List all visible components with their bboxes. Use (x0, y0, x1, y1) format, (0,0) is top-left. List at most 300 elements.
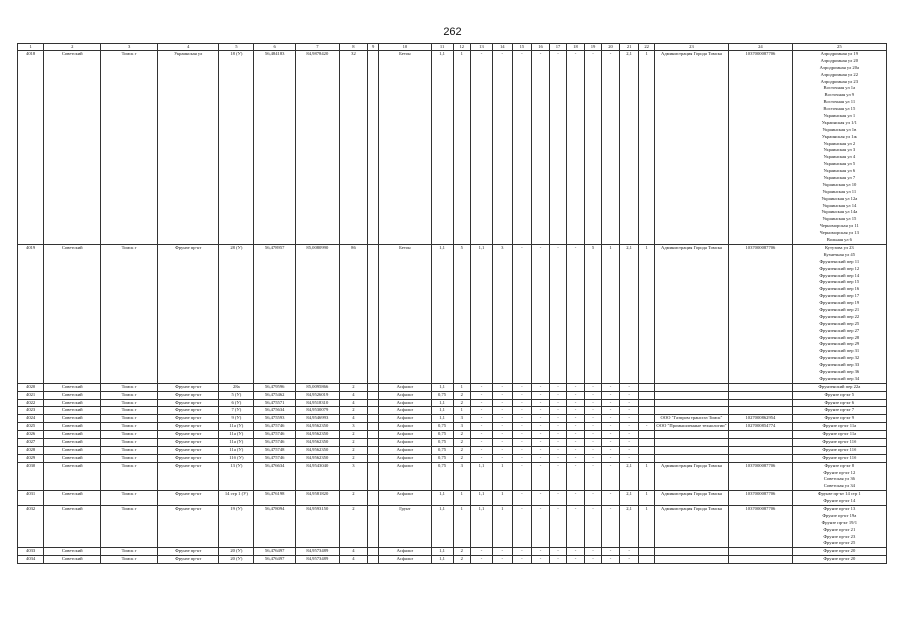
column-header: 16 (532, 44, 550, 51)
table-cell: Фрунзе пр-кт (158, 462, 219, 491)
table-cell: - (602, 454, 620, 462)
table-cell: 2,1 (619, 462, 639, 491)
table-cell: - (549, 391, 567, 399)
table-cell: 4020 (18, 383, 44, 391)
served-addresses-cell (792, 431, 886, 439)
table-cell: - (532, 423, 550, 431)
table-cell: Томск г (101, 423, 158, 431)
served-address: Аэродромная ул 23 (820, 78, 859, 84)
table-cell: - (532, 556, 550, 564)
served-address: Фрунзе пр-кт 14 (823, 498, 856, 504)
table-cell: 56,475748 (254, 446, 296, 454)
table-row (18, 51, 887, 245)
table-cell: - (471, 431, 493, 439)
table-cell: - (567, 415, 585, 423)
table-cell: 1 (492, 506, 512, 548)
served-address: Украинская ул 10 (822, 181, 857, 187)
table-cell: 4026 (18, 431, 44, 439)
table-cell: Томск г (101, 556, 158, 564)
table-cell: 1,1 (431, 399, 453, 407)
table-cell: - (471, 548, 493, 556)
table-cell (729, 391, 792, 399)
table-row (18, 446, 887, 454)
table-cell: - (584, 51, 602, 245)
table-cell: - (512, 431, 532, 439)
served-addresses-cell (792, 438, 886, 446)
table-cell: - (492, 391, 512, 399)
table-cell: - (492, 423, 512, 431)
table-row (18, 556, 887, 564)
table-cell: Фрунзе пр-кт (158, 423, 219, 431)
table-cell: - (549, 383, 567, 391)
table-cell: Асфальт (379, 438, 432, 446)
table-cell: Томск г (101, 383, 158, 391)
table-cell: 3 (339, 423, 367, 431)
table-cell (729, 548, 792, 556)
table-cell: - (532, 399, 550, 407)
table-cell: - (532, 431, 550, 439)
table-cell: 4029 (18, 454, 44, 462)
table-cell: - (567, 423, 585, 431)
table-cell: Томск г (101, 438, 158, 446)
table-cell: 3 (339, 462, 367, 491)
table-cell: 4019 (18, 244, 44, 383)
table-cell: 19 (У) (219, 506, 254, 548)
table-cell: 2 (453, 431, 471, 439)
table-cell: - (471, 51, 493, 245)
table-cell: - (584, 438, 602, 446)
table-cell: - (602, 407, 620, 415)
table-cell: - (602, 391, 620, 399)
table-cell: 4032 (18, 506, 44, 548)
served-address: Фрунзе пр-кт 11б (822, 446, 857, 452)
table-cell (729, 431, 792, 439)
table-cell: 84,9562350 (295, 454, 339, 462)
table-cell: 1 (453, 407, 471, 415)
table-cell: - (602, 431, 620, 439)
table-cell: - (492, 446, 512, 454)
table-cell: 1037000087706 (729, 506, 792, 548)
table-cell: 56,475593 (254, 415, 296, 423)
table-cell: - (567, 431, 585, 439)
table-cell: - (567, 548, 585, 556)
table-cell (654, 556, 728, 564)
table-cell: - (639, 423, 654, 431)
table-cell: 14 стр 1 (У) (219, 491, 254, 506)
table-cell: 4 (339, 399, 367, 407)
table-cell: - (512, 454, 532, 462)
table-cell: - (471, 391, 493, 399)
table-cell: 1 (453, 51, 471, 245)
served-address: Восточная ул 9 (824, 92, 855, 98)
table-cell: 3 (453, 462, 471, 491)
table-cell: 1,1 (431, 506, 453, 548)
table-cell (368, 244, 379, 383)
table-cell: 1,1 (471, 506, 493, 548)
table-cell (654, 399, 728, 407)
served-address: Восточная ул 1а (823, 85, 856, 91)
table-cell: - (584, 407, 602, 415)
served-address: Фрунзе пр-кт 11а (822, 431, 857, 437)
table-cell: 84,9562350 (295, 431, 339, 439)
table-cell: Асфальт (379, 407, 432, 415)
table-cell: 5 (584, 244, 602, 383)
table-cell: - (567, 244, 585, 383)
table-cell: 56,475746 (254, 454, 296, 462)
column-header: 25 (792, 44, 886, 51)
table-cell: 2 (453, 548, 471, 556)
table-cell: 56,484183 (254, 51, 296, 245)
column-header: 22 (639, 44, 654, 51)
table-cell: 2 (339, 491, 367, 506)
table-cell: - (532, 51, 550, 245)
column-header: 23 (654, 44, 728, 51)
table-cell: 9 (У) (219, 415, 254, 423)
served-address: Фрунзе пр-кт 21 (823, 526, 856, 532)
table-cell: - (602, 548, 620, 556)
table-row (18, 244, 887, 383)
table-cell: 5 (453, 244, 471, 383)
table-cell (368, 407, 379, 415)
table-cell: 1,1 (471, 244, 493, 383)
table-cell: - (532, 548, 550, 556)
table-cell: 2 (453, 454, 471, 462)
served-address: Фрунзе пр-кт 20 (823, 556, 856, 562)
served-address: Аэродромная ул 22 (820, 71, 859, 77)
table-cell: - (471, 438, 493, 446)
table-cell: Асфальт (379, 556, 432, 564)
table-row (18, 548, 887, 556)
table-cell: 84,9878420 (295, 51, 339, 245)
served-address: Украинская ул 6 (823, 168, 856, 174)
table-cell: - (584, 556, 602, 564)
table-cell: - (512, 423, 532, 431)
table-cell: Советский (44, 454, 101, 462)
table-cell: Асфальт (379, 415, 432, 423)
table-cell (654, 446, 728, 454)
table-cell: - (512, 548, 532, 556)
table-cell: 56,478094 (254, 506, 296, 548)
table-cell: - (512, 399, 532, 407)
table-cell: - (471, 415, 493, 423)
table-cell: 4 (339, 415, 367, 423)
table-cell: 1,1 (431, 383, 453, 391)
table-cell: 2 (453, 556, 471, 564)
table-cell: 56,479596 (254, 383, 296, 391)
table-row (18, 391, 887, 399)
served-address: Фрунзенский пер 21 (819, 306, 860, 312)
table-cell: Томск г (101, 506, 158, 548)
column-header: 18 (567, 44, 585, 51)
table-cell: - (619, 399, 639, 407)
table-cell: - (549, 556, 567, 564)
table-cell: - (584, 462, 602, 491)
table-cell: 84,9593150 (295, 506, 339, 548)
table-cell: - (471, 383, 493, 391)
served-addresses-cell (792, 407, 886, 415)
table-cell: - (549, 446, 567, 454)
table-cell: - (584, 383, 602, 391)
table-cell: 1 (639, 244, 654, 383)
served-address: Аэродромная ул 20а (819, 64, 860, 70)
table-body (18, 51, 887, 564)
table-cell: Грунт (379, 506, 432, 548)
served-address: Фрунзенский пер 31 (819, 348, 860, 354)
served-address: Черноморская ул 13 (819, 230, 859, 236)
column-header: 14 (492, 44, 512, 51)
table-cell: 84,9581820 (295, 491, 339, 506)
served-address: Украинская ул 12а (821, 195, 858, 201)
table-cell: 0,75 (431, 423, 453, 431)
table-cell: 84,9562350 (295, 446, 339, 454)
table-cell: Асфальт (379, 383, 432, 391)
table-cell: Асфальт (379, 446, 432, 454)
table-cell: 0,75 (431, 446, 453, 454)
table-cell: 1 (639, 462, 654, 491)
table-cell (368, 506, 379, 548)
table-cell: - (512, 506, 532, 548)
table-cell: 56,478957 (254, 244, 296, 383)
table-row (18, 407, 887, 415)
table-cell: 4030 (18, 462, 44, 491)
served-address: Фрунзе пр-кт 25 (823, 540, 856, 546)
table-cell: ООО "Промышленные технологии" (654, 423, 728, 431)
table-cell: Фрунзе пр-кт (158, 431, 219, 439)
table-cell: 86 (339, 244, 367, 383)
table-cell (368, 399, 379, 407)
column-header: 17 (549, 44, 567, 51)
column-header: 4 (158, 44, 219, 51)
table-cell: - (549, 438, 567, 446)
table-cell: - (512, 383, 532, 391)
table-cell: - (492, 548, 512, 556)
column-header: 2 (44, 44, 101, 51)
table-cell: - (619, 415, 639, 423)
table-cell: Фрунзе пр-кт (158, 556, 219, 564)
table-cell: 1 (602, 244, 620, 383)
table-cell: 2,1 (619, 244, 639, 383)
served-address: Советская ул 36 (823, 476, 855, 482)
table-cell: Администрация Города Томска (654, 462, 728, 491)
table-cell: - (584, 506, 602, 548)
table-cell: 11а (У) (219, 438, 254, 446)
table-cell: 11а (У) (219, 431, 254, 439)
table-cell: Администрация Города Томска (654, 244, 728, 383)
served-address: Фрунзенский пер 14 (819, 272, 860, 278)
served-address: Фрунзе пр-кт 7 (824, 407, 855, 413)
table-cell: - (619, 407, 639, 415)
table-cell: 0,75 (431, 454, 453, 462)
served-address: Фрунзе пр-кт 23 (823, 533, 856, 539)
table-cell: - (619, 423, 639, 431)
table-cell: - (512, 491, 532, 506)
table-cell: 18 (У) (219, 51, 254, 245)
table-cell: 4027 (18, 438, 44, 446)
table-cell: - (602, 462, 620, 491)
table-cell: Томск г (101, 548, 158, 556)
table-cell (368, 383, 379, 391)
table-cell: - (584, 454, 602, 462)
served-addresses-cell (792, 454, 886, 462)
table-cell: - (619, 454, 639, 462)
table-cell (654, 407, 728, 415)
table-cell: - (471, 556, 493, 564)
served-address: Украинская ул 14а (821, 209, 858, 215)
table-cell: - (567, 399, 585, 407)
served-address: Фрунзе пр-кт 8 (824, 462, 855, 468)
table-cell: 13 (У) (219, 462, 254, 491)
table-cell: - (549, 399, 567, 407)
served-addresses-cell (792, 391, 886, 399)
table-cell: - (567, 391, 585, 399)
table-cell: - (512, 446, 532, 454)
table-cell: - (602, 446, 620, 454)
table-cell: - (619, 438, 639, 446)
served-address: Украинская ул 3 (823, 147, 856, 153)
table-cell: 2 (453, 446, 471, 454)
column-header: 21 (619, 44, 639, 51)
table-cell: Фрунзе пр-кт (158, 407, 219, 415)
table-cell: 28 (У) (219, 244, 254, 383)
table-cell: 1,1 (431, 407, 453, 415)
table-cell: - (471, 407, 493, 415)
table-cell: 56,475746 (254, 423, 296, 431)
served-address: Украинская ул 2 (823, 140, 856, 146)
table-cell: 84,9573489 (295, 556, 339, 564)
table-cell: - (532, 383, 550, 391)
table-cell (654, 548, 728, 556)
table-cell (368, 431, 379, 439)
served-addresses-cell (792, 446, 886, 454)
served-address: Фрунзенский пер 12 (819, 265, 860, 271)
table-cell: 1037000087706 (729, 462, 792, 491)
table-cell: 1,1 (471, 491, 493, 506)
served-address: Фрунзенский пер 29 (819, 341, 860, 347)
served-address: Фрунзе пр-кт 5 (824, 391, 855, 397)
column-header: 7 (295, 44, 339, 51)
served-address: Восточная ул 11 (823, 99, 856, 105)
table-cell: 1027000854774 (729, 423, 792, 431)
table-cell: - (492, 51, 512, 245)
table-cell (729, 556, 792, 564)
served-address: Фрунзенский пер 33 (819, 362, 860, 368)
table-cell: Томск г (101, 491, 158, 506)
table-cell (639, 556, 654, 564)
registry-table (17, 43, 887, 564)
served-address: Фрунзенский пер 28 (819, 334, 860, 340)
table-cell: 1,1 (431, 244, 453, 383)
table-row (18, 438, 887, 446)
table-cell: - (602, 506, 620, 548)
table-cell: 56,475634 (254, 407, 296, 415)
table-cell: 2 (339, 446, 367, 454)
table-cell: 2 (339, 383, 367, 391)
served-address: Украинская ул 14 (822, 202, 857, 208)
table-cell: Советский (44, 431, 101, 439)
table-cell: 84,9573489 (295, 548, 339, 556)
table-cell: Асфальт (379, 431, 432, 439)
served-address: Украинская ул 1/1 (821, 119, 857, 125)
table-cell (639, 415, 654, 423)
table-cell: 4022 (18, 399, 44, 407)
table-cell: 1 (492, 462, 512, 491)
table-cell: Фрунзе пр-кт (158, 454, 219, 462)
table-cell: 84,9526019 (295, 391, 339, 399)
table-cell: - (602, 491, 620, 506)
table-cell: Фрунзе пр-кт (158, 548, 219, 556)
table-cell (639, 391, 654, 399)
table-cell: - (512, 391, 532, 399)
table-cell: - (492, 415, 512, 423)
table-cell: 1 (453, 383, 471, 391)
table-cell: Советский (44, 415, 101, 423)
table-cell: Советский (44, 399, 101, 407)
table-cell (729, 454, 792, 462)
column-header: 10 (379, 44, 432, 51)
table-cell: - (602, 383, 620, 391)
table-cell: Томск г (101, 446, 158, 454)
table-cell: Томск г (101, 391, 158, 399)
table-cell: 0,75 (431, 438, 453, 446)
table-cell (368, 556, 379, 564)
table-cell: - (549, 51, 567, 245)
table-cell: 0,75 (431, 391, 453, 399)
table-cell: - (471, 399, 493, 407)
table-cell: - (567, 383, 585, 391)
column-header: 13 (471, 44, 493, 51)
table-cell: - (512, 438, 532, 446)
table-cell: 85,0080990 (295, 244, 339, 383)
table-cell: Советский (44, 438, 101, 446)
table-cell: 20 (У) (219, 556, 254, 564)
table-row (18, 399, 887, 407)
served-address: Фрунзенский пер 25 (819, 320, 860, 326)
table-cell: - (532, 391, 550, 399)
table-cell: 1 (639, 491, 654, 506)
table-cell: - (492, 438, 512, 446)
table-cell: - (619, 548, 639, 556)
served-addresses-cell (792, 244, 886, 383)
table-cell (368, 423, 379, 431)
table-cell: 4024 (18, 415, 44, 423)
table-cell: Фрунзе пр-кт (158, 383, 219, 391)
served-address: Фрунзенский пер 36 (819, 368, 860, 374)
table-cell: Администрация Города Томска (654, 506, 728, 548)
table-cell: ООО "Газпром трансгаз Томск" (654, 415, 728, 423)
table-cell: - (567, 506, 585, 548)
table-cell: Советский (44, 423, 101, 431)
table-cell: Советский (44, 462, 101, 491)
table-cell: - (619, 431, 639, 439)
served-addresses-cell (792, 556, 886, 564)
table-cell: Администрация Города Томска (654, 491, 728, 506)
table-cell: - (549, 415, 567, 423)
served-address: Черноморская ул 11 (819, 223, 859, 229)
table-cell: Томск г (101, 454, 158, 462)
table-cell: - (584, 415, 602, 423)
table-cell: Томск г (101, 462, 158, 491)
table-cell: 84,9543040 (295, 462, 339, 491)
table-cell (368, 415, 379, 423)
table-cell: Томск г (101, 407, 158, 415)
table-cell: 1 (639, 51, 654, 245)
table-cell: - (512, 556, 532, 564)
served-address: Украинская ул 1в (822, 126, 857, 132)
table-cell: 11а (У) (219, 423, 254, 431)
table-cell: 84,9530079 (295, 407, 339, 415)
served-addresses-cell (792, 423, 886, 431)
table-cell: - (567, 51, 585, 245)
